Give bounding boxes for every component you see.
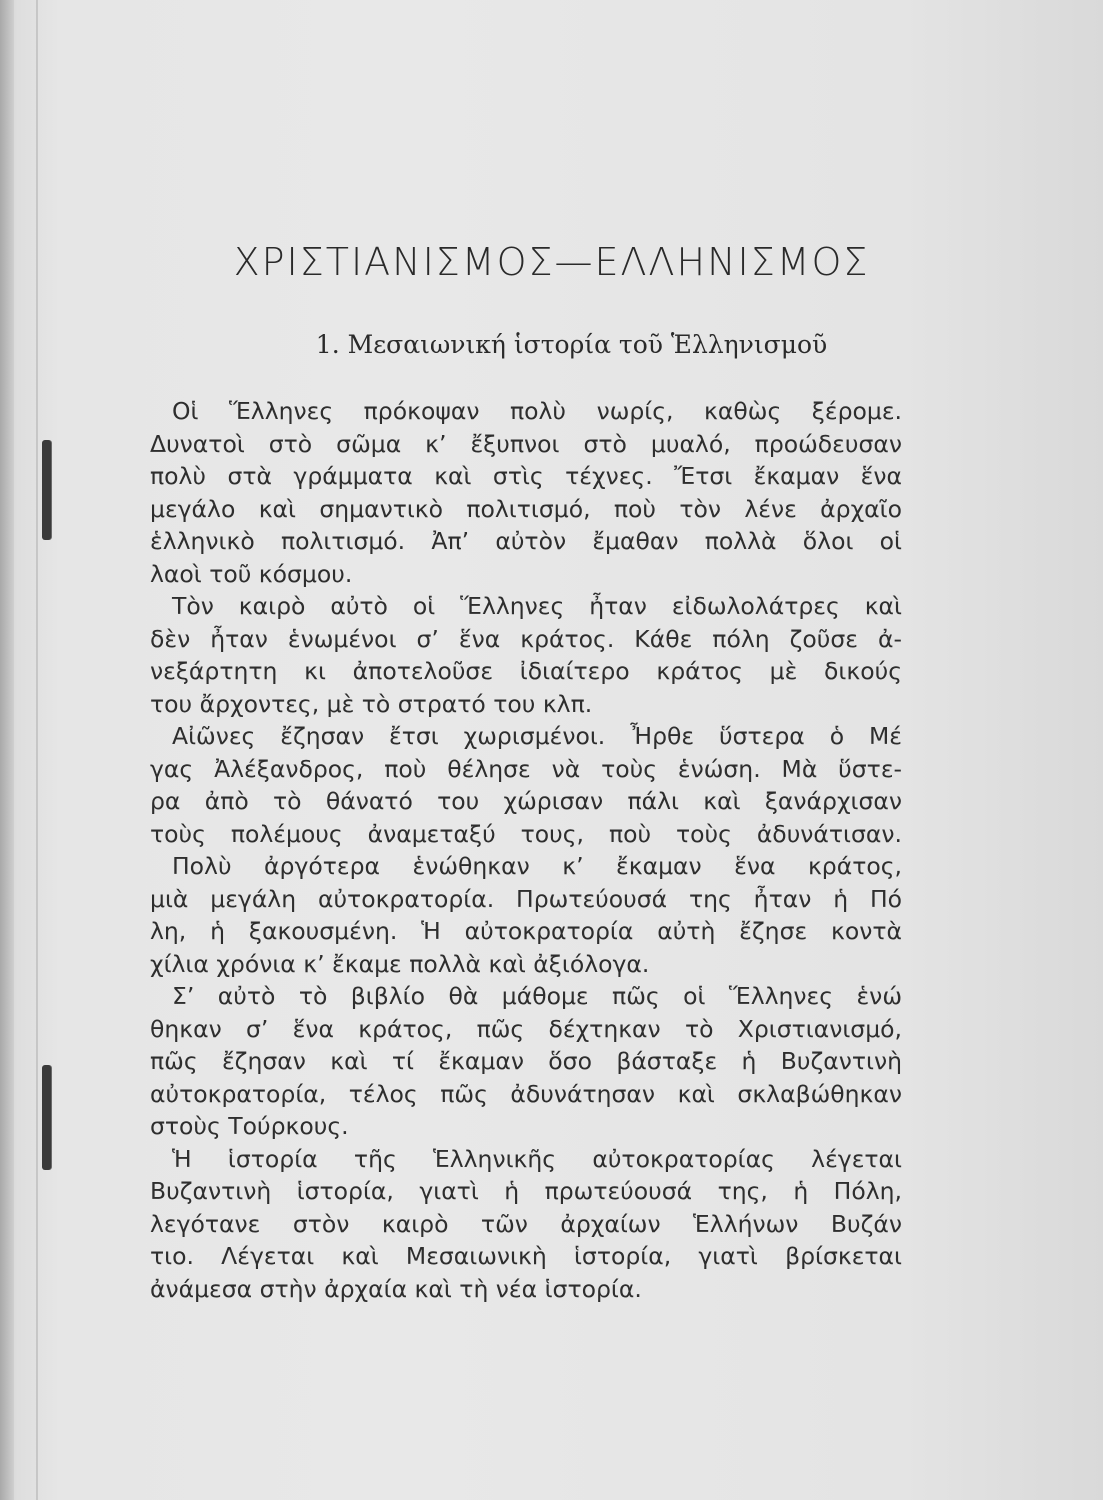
text-line: στοὺς Τούρκους. [150,1112,349,1140]
text-line: μιὰ μεγάλη αὐτοκρατορία. Πρωτεύουσά της ἦταν ἡ Πό [150,884,902,913]
text-line: του ἄρχοντες, μὲ τὸ στρατό του κλπ. [150,689,593,718]
text-line: πολὺ στὰ γράμματα καὶ στὶς τέχνες. Ἔτσι ἔκαμαν ἕνα [150,462,902,490]
text-line: Τὸν καιρὸ αὐτὸ οἱ Ἕλληνες ἦταν εἰδωλολάτρες καὶ [172,592,902,620]
text-line: Οἱ Ἕλληνες πρόκοψαν πολὺ νωρίς, καθὼς ξέρομε. [172,397,902,425]
body-text [150,395,902,1305]
staple-top [42,440,51,540]
text-line: Δυνατοὶ στὸ σῶμα κ’ ἔξυπνοι στὸ μυαλό, προώδευσαν [150,429,902,458]
text-line: ρα ἀπὸ τὸ θάνατό του χώρισαν πάλι καὶ ξανάρχισαν [150,787,902,815]
text-line: Σ’ αὐτὸ τὸ βιβλίο θὰ μάθομε πῶς οἱ Ἕλληνες ἑνώ [172,982,902,1010]
section-heading: 1. Μεσαιωνική ἱστορία τοῦ Ἑλληνισμοῦ [315,330,828,359]
text-line: Βυζαντινὴ ἱστορία, γιατὶ ἡ πρωτεύουσά της, ἡ Πόλη, [150,1177,902,1205]
text-line: αὐτοκρατορία, τέλος πῶς ἀδυνάτησαν καὶ σκλαβώθηκαν [150,1079,902,1108]
page-title: ΧΡΙΣΤΙΑΝΙΣΜΟΣ—ΕΛΛΗΝΙΣΜΟΣ [233,240,870,284]
text-line: γας Ἀλέξανδρος, ποὺ θέλησε νὰ τοὺς ἑνώση. Μὰ ὕστε- [150,754,902,783]
text-line: ἑλληνικὸ πολιτισμό. Ἀπ’ αὐτὸν ἔμαθαν πολλὰ ὅλοι οἱ [150,527,902,555]
binding-edge [0,0,14,1500]
text-line: χίλια χρόνια κ’ ἔκαμε πολλὰ καὶ ἀξιόλογα. [150,949,650,978]
text-line: λη, ἡ ξακουσμένη. Ἡ αὐτοκρατορία αὐτὴ ἔζησε κοντὰ [150,917,902,945]
fold-crease [36,0,38,1500]
text-line: πῶς ἔζησαν καὶ τί ἔκαμαν ὅσο βάσταξε ἡ Βυζαντινὴ [150,1047,902,1075]
paragraph [150,590,902,720]
paragraph [150,395,902,590]
text-line: Αἰῶνες ἔζησαν ἔτσι χωρισμένοι. Ἦρθε ὕστερα ὁ Μέ [172,722,902,750]
text-line: λεγότανε στὸν καιρὸ τῶν ἀρχαίων Ἑλλήνων Βυζάν [150,1209,902,1238]
text-line: θηκαν σ’ ἕνα κράτος, πῶς δέχτηκαν τὸ Χριστιανισμό, [150,1014,902,1043]
paragraph [150,980,902,1143]
paragraph [150,850,902,980]
text-line: Ἡ ἱστορία τῆς Ἑλληνικῆς αὐτοκρατορίας λέγεται [172,1144,902,1173]
paragraph [150,720,902,850]
text-line: ἀνάμεσα στὴν ἀρχαία καὶ τὴ νέα ἱστορία. [150,1274,642,1303]
text-line: Πολὺ ἀργότερα ἑνώθηκαν κ’ ἔκαμαν ἕνα κράτος, [172,852,902,880]
text-line: λαοὶ τοῦ κόσμου. [150,559,353,588]
text-line: τιο. Λέγεται καὶ Μεσαιωνικὴ ἱστορία, γιατὶ βρίσκεται [150,1242,902,1270]
text-line: μεγάλο καὶ σημαντικὸ πολιτισμό, ποὺ τὸν λένε ἀρχαῖο [150,494,902,523]
text-line: δὲν ἦταν ἑνωμένοι σ’ ἕνα κράτος. Κάθε πόλη ζοῦσε ἀ- [150,624,902,653]
paragraph [150,1143,902,1306]
text-line: τοὺς πολέμους ἀναμεταξύ τους, ποὺ τοὺς ἀδυνάτισαν. [150,819,902,848]
staple-bottom [42,1065,51,1170]
text-line: νεξάρτητη κι ἀποτελοῦσε ἰδιαίτερο κράτος μὲ δικούς [150,657,902,685]
